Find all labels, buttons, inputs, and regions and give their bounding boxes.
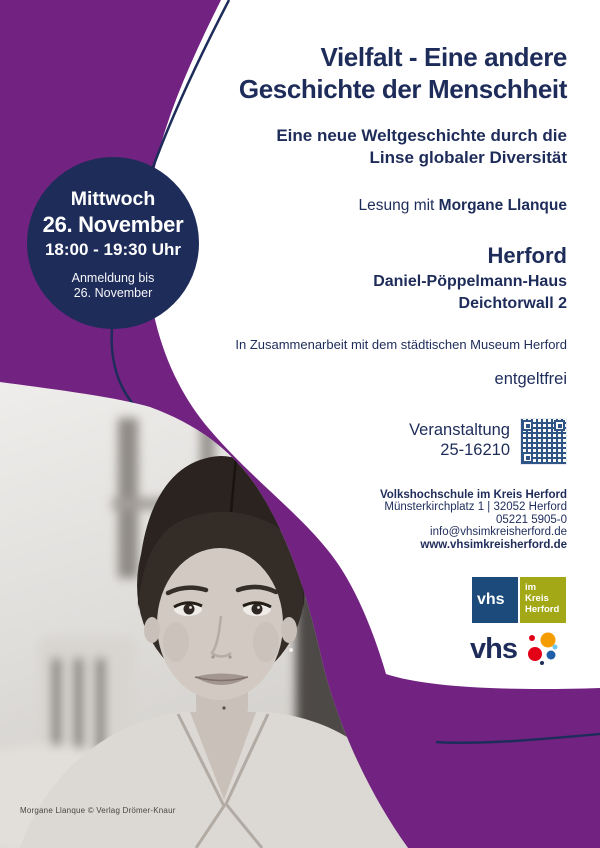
event-number-text: Veranstaltung 25-16210 <box>409 421 510 459</box>
contact-block <box>380 489 567 551</box>
contact-website: www.vhsimkreisherford.de <box>420 538 567 551</box>
venue-details <box>373 271 567 314</box>
badge-date: 26. November <box>42 211 184 237</box>
badge-day: Mittwoch <box>70 187 156 210</box>
date-badge <box>27 157 199 329</box>
badge-note: Anmeldung bis 26. November <box>71 270 155 300</box>
venue-street: Deichtorwall 2 <box>458 294 567 312</box>
contact-phone: 05221 5905-0 <box>496 513 567 526</box>
qr-finder-icon <box>522 420 533 431</box>
speaker-name: Morgane Llanque <box>438 197 567 214</box>
vhs-dots-logo <box>470 629 560 669</box>
contact-name: Volkshochschule im Kreis Herford <box>379 489 567 501</box>
cooperation-line: In Zusammenarbeit mit dem städtischen Museum Herford <box>235 337 567 352</box>
qr-finder-icon <box>522 452 533 463</box>
venue-building: Daniel-Pöppelmann-Haus <box>373 273 567 290</box>
vhs-region-square: im Kreis Herford <box>520 577 566 623</box>
badge-time: 18:00 - 19:30 Uhr <box>44 239 182 259</box>
vhs-logo-square: vhs <box>472 577 518 623</box>
vhs-dots-wordmark: vhs <box>470 633 517 665</box>
fee-note: entgeltfrei <box>494 370 567 388</box>
contact-email: info@vhsimkreisherford.de <box>430 526 567 539</box>
qr-code <box>520 418 567 465</box>
qr-finder-icon <box>554 420 565 431</box>
event-number-block <box>409 418 567 465</box>
vhs-dots-icon <box>518 629 560 669</box>
page-title: Vielfalt - Eine andere Geschichte der Menschheit <box>238 42 567 104</box>
event-number: 25-16210 <box>440 440 510 459</box>
venue-city: Herford <box>487 243 567 268</box>
contact-address: Münsterkirchplatz 1 | 32052 Herford <box>384 501 567 514</box>
vhs-kreis-herford-logo <box>472 577 566 623</box>
lesung-line: Lesung mit Morgane Llanque <box>358 197 567 214</box>
subtitle: Eine neue Weltgeschichte durch die Linse globaler Diversität <box>276 126 567 167</box>
photo-credit: Morgane Llanque © Verlag Drömer-Knaur <box>20 806 176 815</box>
